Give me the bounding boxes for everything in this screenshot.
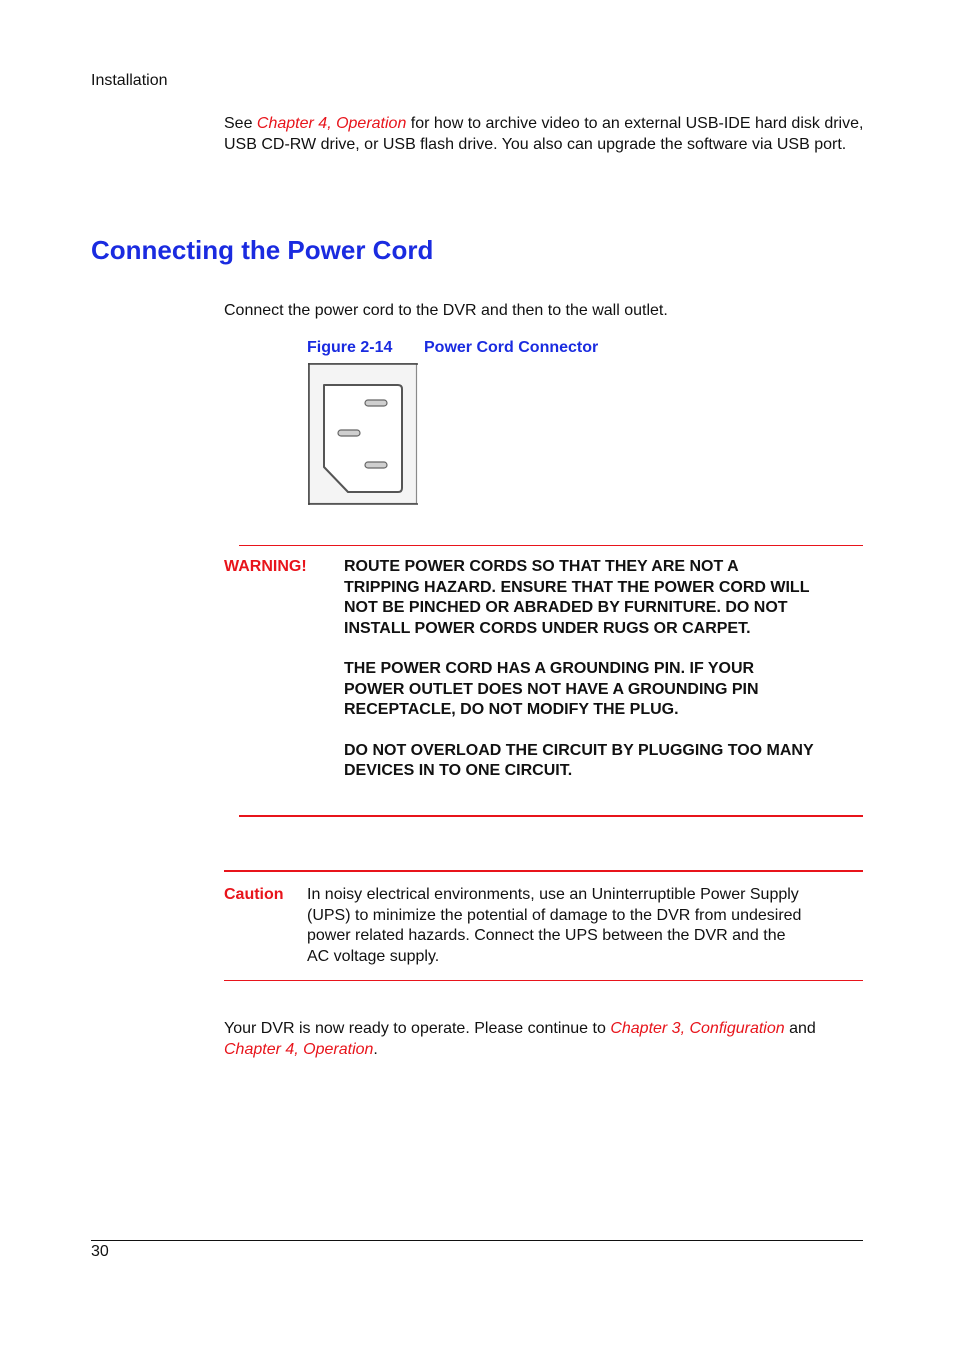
warning-top-rule bbox=[239, 545, 863, 546]
warning-bottom-rule bbox=[239, 815, 863, 817]
page-number: 30 bbox=[91, 1243, 109, 1260]
caution-bottom-rule bbox=[224, 980, 863, 981]
closing-text-post: . bbox=[373, 1040, 378, 1058]
figure-title: Power Cord Connector bbox=[424, 339, 599, 356]
chapter-4-link-closing[interactable]: Chapter 4, Operation bbox=[224, 1040, 374, 1058]
chapter-4-link[interactable]: Chapter 4, Operation bbox=[256, 115, 407, 132]
running-header: Installation bbox=[91, 72, 168, 89]
footer-rule bbox=[91, 1240, 863, 1241]
warning-paragraph-1: ROUTE POWER CORDS SO THAT THEY ARE NOT A TRIPPING HAZARD. ENSURE THAT THE POWER CORD WILL NOT BE PINCHED OR ABRADED BY FURNITURE. DO NOT INSTALL POWER CORDS UNDER RUGS OR CARPET. bbox=[344, 558, 810, 637]
power-connector-icon bbox=[308, 363, 418, 505]
power-connector-figure bbox=[308, 363, 418, 505]
closing-paragraph bbox=[224, 1019, 864, 1060]
intro-text-pre: See bbox=[224, 115, 257, 132]
caution-label: Caution bbox=[224, 886, 284, 903]
warning-label: WARNING! bbox=[224, 558, 307, 575]
caution-text: In noisy electrical environments, use an Uninterruptible Power Supply (UPS) to minimize the potential of damage to the DVR from undesired power related hazards. Connect the UPS between the DVR and the AC voltage supply. bbox=[307, 886, 802, 965]
warning-paragraph-2: THE POWER CORD HAS A GROUNDING PIN. IF YOUR POWER OUTLET DOES NOT HAVE A GROUNDING PIN RECEPTACLE, DO NOT MODIFY THE PLUG. bbox=[344, 660, 759, 718]
warning-paragraph-3: DO NOT OVERLOAD THE CIRCUIT BY PLUGGING TOO MANY DEVICES IN TO ONE CIRCUIT. bbox=[344, 741, 814, 779]
intro-paragraph bbox=[224, 114, 864, 155]
figure-number: Figure 2-14 bbox=[307, 339, 393, 356]
intro-text-post: for how to archive video to an external USB-IDE hard disk drive, USB CD-RW drive, or USB flash drive. You also can upgrade the software via USB port. bbox=[224, 115, 864, 153]
body-text: Connect the power cord to the DVR and then to the wall outlet. bbox=[224, 302, 668, 319]
section-heading: Connecting the Power Cord bbox=[91, 235, 434, 265]
caution-top-rule bbox=[224, 870, 863, 872]
warning-text bbox=[344, 557, 814, 782]
closing-text-mid: and bbox=[784, 1020, 816, 1037]
closing-text-pre: Your DVR is now ready to operate. Please continue to bbox=[224, 1020, 611, 1037]
chapter-3-link[interactable]: Chapter 3, Configuration bbox=[610, 1020, 785, 1037]
